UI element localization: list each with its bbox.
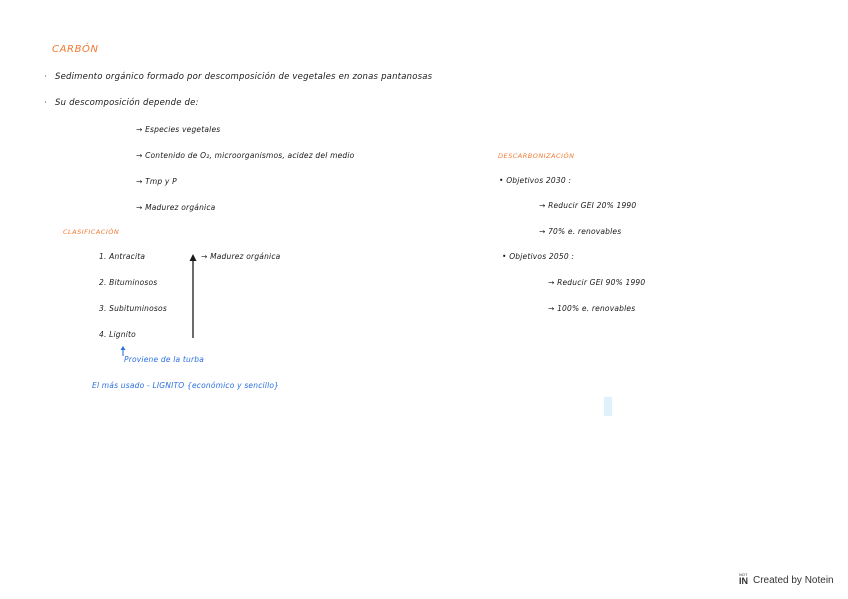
bullet-text: Sedimento orgánico formado por descomposición de vegetales en zonas pantanosas: [54, 72, 433, 82]
footer-label: Created by Notein: [753, 575, 834, 586]
factor-item: → Especies vegetales: [136, 125, 221, 134]
bullet-dot: ·: [44, 72, 55, 81]
objectives-2030-label: • Objetivos 2030 :: [499, 176, 572, 185]
lignito-note: Proviene de la turba: [124, 355, 205, 364]
most-used-note: El más usado - LIGNITO {económico y sencillo}: [92, 381, 280, 390]
factor-item: → Contenido de O₂, microorganismos, acidez del medio: [136, 151, 355, 160]
objectives-2050-label: • Objetivos 2050 :: [502, 252, 575, 261]
logo-big-text: IN: [739, 576, 748, 586]
maturity-arrow: [187, 254, 199, 338]
objective-2050-item: → Reducir GEI 90% 1990: [548, 278, 646, 287]
bullet-sedimento: [44, 72, 432, 82]
footer-watermark: [739, 572, 834, 586]
objective-2030-item: → Reducir GEI 20% 1990: [539, 201, 637, 210]
classification-heading: CLASIFICACIÓN: [63, 228, 120, 236]
classification-item: 1. Antracita: [99, 252, 146, 261]
highlight-mark: [604, 397, 612, 416]
bullet-text: Su descomposición depende de:: [54, 98, 199, 108]
notein-logo-icon: [739, 572, 750, 586]
bullet-descomposicion: [44, 98, 199, 108]
page-title: CARBÓN: [52, 44, 99, 55]
maturity-label: → Madurez orgánica: [201, 252, 281, 261]
classification-item: 4. Lignito: [99, 330, 136, 339]
decarb-heading: DESCARBONIZACIÓN: [498, 152, 575, 160]
classification-item: 2. Bituminosos: [99, 278, 158, 287]
objective-2050-item: → 100% e. renovables: [548, 304, 636, 313]
logo-small-text: NOT: [739, 572, 748, 577]
objective-2030-item: → 70% e. renovables: [539, 227, 622, 236]
bullet-dot: ·: [44, 98, 55, 107]
classification-item: 3. Subituminosos: [99, 304, 167, 313]
factor-item: → Madurez orgánica: [136, 203, 216, 212]
factor-item: → Tmp y P: [136, 177, 177, 186]
